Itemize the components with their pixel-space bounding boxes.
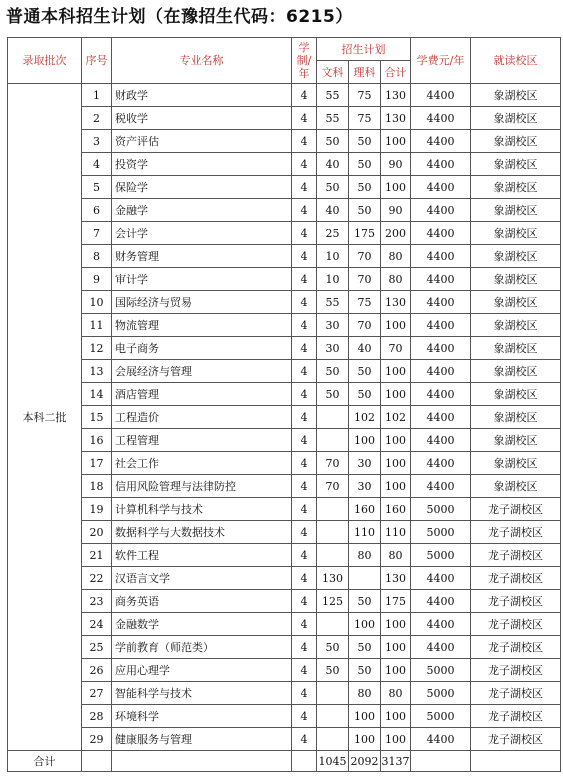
major-cell: 应用心理学 bbox=[112, 659, 292, 682]
science-cell: 50 bbox=[349, 383, 381, 406]
seq-cell: 17 bbox=[82, 452, 112, 475]
table-row bbox=[8, 222, 561, 245]
fee-cell: 4400 bbox=[411, 84, 471, 107]
total-cell: 130 bbox=[381, 567, 411, 590]
years-cell: 4 bbox=[292, 199, 317, 222]
table-row bbox=[8, 153, 561, 176]
fee-cell: 4400 bbox=[411, 130, 471, 153]
science-cell: 50 bbox=[349, 659, 381, 682]
campus-cell: 龙子湖校区 bbox=[471, 613, 561, 636]
years-cell: 4 bbox=[292, 291, 317, 314]
total-arts: 1045 bbox=[317, 751, 349, 772]
campus-cell: 龙子湖校区 bbox=[471, 498, 561, 521]
total-science: 2092 bbox=[349, 751, 381, 772]
years-cell: 4 bbox=[292, 659, 317, 682]
table-row bbox=[8, 291, 561, 314]
arts-cell: 40 bbox=[317, 153, 349, 176]
fee-cell: 4400 bbox=[411, 429, 471, 452]
seq-cell: 7 bbox=[82, 222, 112, 245]
arts-cell bbox=[317, 544, 349, 567]
arts-cell bbox=[317, 705, 349, 728]
arts-cell bbox=[317, 682, 349, 705]
seq-cell: 24 bbox=[82, 613, 112, 636]
total-cell: 110 bbox=[381, 521, 411, 544]
arts-cell: 50 bbox=[317, 130, 349, 153]
header-plan-total: 合计 bbox=[381, 61, 411, 84]
science-cell: 70 bbox=[349, 268, 381, 291]
major-cell: 国际经济与贸易 bbox=[112, 291, 292, 314]
table-row bbox=[8, 567, 561, 590]
total-cell: 80 bbox=[381, 245, 411, 268]
major-cell: 健康服务与管理 bbox=[112, 728, 292, 751]
total-cell: 130 bbox=[381, 84, 411, 107]
fee-cell: 4400 bbox=[411, 590, 471, 613]
total-cell: 100 bbox=[381, 636, 411, 659]
seq-cell: 6 bbox=[82, 199, 112, 222]
arts-cell: 10 bbox=[317, 245, 349, 268]
science-cell: 100 bbox=[349, 613, 381, 636]
arts-cell: 30 bbox=[317, 314, 349, 337]
fee-cell: 4400 bbox=[411, 636, 471, 659]
total-row bbox=[8, 751, 561, 772]
fee-cell: 5000 bbox=[411, 705, 471, 728]
fee-cell: 4400 bbox=[411, 475, 471, 498]
campus-cell: 象湖校区 bbox=[471, 268, 561, 291]
header-batch: 录取批次 bbox=[8, 38, 82, 84]
years-cell: 4 bbox=[292, 590, 317, 613]
seq-cell: 1 bbox=[82, 84, 112, 107]
campus-cell: 龙子湖校区 bbox=[471, 544, 561, 567]
science-cell: 75 bbox=[349, 291, 381, 314]
years-cell: 4 bbox=[292, 176, 317, 199]
total-sum: 3137 bbox=[381, 751, 411, 772]
total-cell: 70 bbox=[381, 337, 411, 360]
total-cell: 102 bbox=[381, 406, 411, 429]
major-cell: 汉语言文学 bbox=[112, 567, 292, 590]
major-cell: 社会工作 bbox=[112, 452, 292, 475]
table-row bbox=[8, 406, 561, 429]
science-cell: 50 bbox=[349, 176, 381, 199]
seq-cell: 18 bbox=[82, 475, 112, 498]
major-cell: 金融数学 bbox=[112, 613, 292, 636]
major-cell: 财务管理 bbox=[112, 245, 292, 268]
total-cell: 100 bbox=[381, 383, 411, 406]
science-cell: 80 bbox=[349, 682, 381, 705]
total-cell: 80 bbox=[381, 682, 411, 705]
arts-cell: 125 bbox=[317, 590, 349, 613]
table-row bbox=[8, 383, 561, 406]
fee-cell: 5000 bbox=[411, 498, 471, 521]
arts-cell: 25 bbox=[317, 222, 349, 245]
table-row bbox=[8, 314, 561, 337]
total-empty-years bbox=[292, 751, 317, 772]
arts-cell: 10 bbox=[317, 268, 349, 291]
years-cell: 4 bbox=[292, 636, 317, 659]
table-row bbox=[8, 498, 561, 521]
fee-cell: 4400 bbox=[411, 153, 471, 176]
science-cell: 100 bbox=[349, 429, 381, 452]
major-cell: 电子商务 bbox=[112, 337, 292, 360]
fee-cell: 4400 bbox=[411, 314, 471, 337]
major-cell: 酒店管理 bbox=[112, 383, 292, 406]
campus-cell: 象湖校区 bbox=[471, 84, 561, 107]
seq-cell: 9 bbox=[82, 268, 112, 291]
science-cell: 80 bbox=[349, 544, 381, 567]
fee-cell: 5000 bbox=[411, 659, 471, 682]
seq-cell: 26 bbox=[82, 659, 112, 682]
campus-cell: 象湖校区 bbox=[471, 291, 561, 314]
enrollment-plan-table bbox=[7, 37, 561, 772]
seq-cell: 20 bbox=[82, 521, 112, 544]
arts-cell: 30 bbox=[317, 337, 349, 360]
total-cell: 80 bbox=[381, 268, 411, 291]
total-label: 合计 bbox=[8, 751, 82, 772]
fee-cell: 4400 bbox=[411, 337, 471, 360]
total-cell: 100 bbox=[381, 429, 411, 452]
science-cell: 70 bbox=[349, 314, 381, 337]
campus-cell: 龙子湖校区 bbox=[471, 705, 561, 728]
total-cell: 90 bbox=[381, 199, 411, 222]
campus-cell: 龙子湖校区 bbox=[471, 728, 561, 751]
years-cell: 4 bbox=[292, 521, 317, 544]
science-cell: 70 bbox=[349, 245, 381, 268]
campus-cell: 象湖校区 bbox=[471, 107, 561, 130]
years-cell: 4 bbox=[292, 567, 317, 590]
major-cell: 投资学 bbox=[112, 153, 292, 176]
years-cell: 4 bbox=[292, 383, 317, 406]
campus-cell: 龙子湖校区 bbox=[471, 636, 561, 659]
science-cell: 100 bbox=[349, 728, 381, 751]
table-row bbox=[8, 245, 561, 268]
years-cell: 4 bbox=[292, 222, 317, 245]
arts-cell bbox=[317, 498, 349, 521]
header-plan: 招生计划 bbox=[317, 38, 411, 61]
science-cell: 110 bbox=[349, 521, 381, 544]
fee-cell: 4400 bbox=[411, 199, 471, 222]
major-cell: 金融学 bbox=[112, 199, 292, 222]
major-cell: 资产评估 bbox=[112, 130, 292, 153]
total-empty-campus bbox=[471, 751, 561, 772]
arts-cell: 55 bbox=[317, 84, 349, 107]
major-cell: 物流管理 bbox=[112, 314, 292, 337]
campus-cell: 象湖校区 bbox=[471, 360, 561, 383]
table-row bbox=[8, 544, 561, 567]
campus-cell: 象湖校区 bbox=[471, 429, 561, 452]
total-empty-seq bbox=[82, 751, 112, 772]
major-cell: 会展经济与管理 bbox=[112, 360, 292, 383]
table-body bbox=[8, 84, 561, 751]
seq-cell: 25 bbox=[82, 636, 112, 659]
seq-cell: 19 bbox=[82, 498, 112, 521]
years-cell: 4 bbox=[292, 130, 317, 153]
fee-cell: 4400 bbox=[411, 291, 471, 314]
header-plan-arts: 文科 bbox=[317, 61, 349, 84]
seq-cell: 15 bbox=[82, 406, 112, 429]
seq-cell: 10 bbox=[82, 291, 112, 314]
table-row bbox=[8, 659, 561, 682]
years-cell: 4 bbox=[292, 337, 317, 360]
seq-cell: 5 bbox=[82, 176, 112, 199]
arts-cell bbox=[317, 429, 349, 452]
total-cell: 130 bbox=[381, 291, 411, 314]
fee-cell: 5000 bbox=[411, 521, 471, 544]
fee-cell: 4400 bbox=[411, 728, 471, 751]
arts-cell bbox=[317, 521, 349, 544]
major-cell: 保险学 bbox=[112, 176, 292, 199]
total-cell: 100 bbox=[381, 130, 411, 153]
campus-cell: 象湖校区 bbox=[471, 153, 561, 176]
science-cell: 50 bbox=[349, 130, 381, 153]
table-row bbox=[8, 84, 561, 107]
campus-cell: 龙子湖校区 bbox=[471, 590, 561, 613]
fee-cell: 4400 bbox=[411, 452, 471, 475]
campus-cell: 象湖校区 bbox=[471, 383, 561, 406]
table-row bbox=[8, 590, 561, 613]
arts-cell: 55 bbox=[317, 107, 349, 130]
major-cell: 信用风险管理与法律防控 bbox=[112, 475, 292, 498]
science-cell: 100 bbox=[349, 705, 381, 728]
years-cell: 4 bbox=[292, 728, 317, 751]
campus-cell: 象湖校区 bbox=[471, 452, 561, 475]
arts-cell: 50 bbox=[317, 636, 349, 659]
years-cell: 4 bbox=[292, 613, 317, 636]
fee-cell: 4400 bbox=[411, 176, 471, 199]
seq-cell: 23 bbox=[82, 590, 112, 613]
science-cell: 40 bbox=[349, 337, 381, 360]
seq-cell: 11 bbox=[82, 314, 112, 337]
major-cell: 会计学 bbox=[112, 222, 292, 245]
table-row bbox=[8, 452, 561, 475]
campus-cell: 龙子湖校区 bbox=[471, 521, 561, 544]
table-row bbox=[8, 268, 561, 291]
campus-cell: 象湖校区 bbox=[471, 245, 561, 268]
campus-cell: 象湖校区 bbox=[471, 199, 561, 222]
total-cell: 100 bbox=[381, 176, 411, 199]
years-cell: 4 bbox=[292, 475, 317, 498]
table-row bbox=[8, 682, 561, 705]
total-cell: 100 bbox=[381, 314, 411, 337]
science-cell: 75 bbox=[349, 84, 381, 107]
total-cell: 90 bbox=[381, 153, 411, 176]
arts-cell: 130 bbox=[317, 567, 349, 590]
major-cell: 税收学 bbox=[112, 107, 292, 130]
header-fee: 学费元/年 bbox=[411, 38, 471, 84]
major-cell: 工程管理 bbox=[112, 429, 292, 452]
years-cell: 4 bbox=[292, 314, 317, 337]
science-cell: 75 bbox=[349, 107, 381, 130]
fee-cell: 4400 bbox=[411, 360, 471, 383]
table-row bbox=[8, 176, 561, 199]
seq-cell: 21 bbox=[82, 544, 112, 567]
header-years: 学制/年 bbox=[292, 38, 317, 84]
years-cell: 4 bbox=[292, 498, 317, 521]
campus-cell: 象湖校区 bbox=[471, 406, 561, 429]
total-cell: 100 bbox=[381, 475, 411, 498]
total-cell: 200 bbox=[381, 222, 411, 245]
seq-cell: 12 bbox=[82, 337, 112, 360]
header-plan-science: 理科 bbox=[349, 61, 381, 84]
seq-cell: 27 bbox=[82, 682, 112, 705]
years-cell: 4 bbox=[292, 705, 317, 728]
years-cell: 4 bbox=[292, 544, 317, 567]
total-empty-major bbox=[112, 751, 292, 772]
arts-cell bbox=[317, 406, 349, 429]
table-row bbox=[8, 337, 561, 360]
table-row bbox=[8, 360, 561, 383]
total-cell: 80 bbox=[381, 544, 411, 567]
table-row bbox=[8, 130, 561, 153]
fee-cell: 4400 bbox=[411, 245, 471, 268]
years-cell: 4 bbox=[292, 268, 317, 291]
major-cell: 商务英语 bbox=[112, 590, 292, 613]
total-cell: 175 bbox=[381, 590, 411, 613]
arts-cell: 50 bbox=[317, 360, 349, 383]
years-cell: 4 bbox=[292, 153, 317, 176]
campus-cell: 象湖校区 bbox=[471, 130, 561, 153]
total-empty-fee bbox=[411, 751, 471, 772]
header-seq: 序号 bbox=[82, 38, 112, 84]
page-title: 普通本科招生计划（在豫招生代码：6215） bbox=[6, 7, 353, 27]
header-campus: 就读校区 bbox=[471, 38, 561, 84]
seq-cell: 28 bbox=[82, 705, 112, 728]
arts-cell: 50 bbox=[317, 383, 349, 406]
science-cell: 160 bbox=[349, 498, 381, 521]
table-row bbox=[8, 521, 561, 544]
header-major: 专业名称 bbox=[112, 38, 292, 84]
total-cell: 100 bbox=[381, 728, 411, 751]
table-row bbox=[8, 705, 561, 728]
arts-cell: 70 bbox=[317, 475, 349, 498]
fee-cell: 4400 bbox=[411, 383, 471, 406]
years-cell: 4 bbox=[292, 107, 317, 130]
table-row bbox=[8, 429, 561, 452]
major-cell: 财政学 bbox=[112, 84, 292, 107]
major-cell: 工程造价 bbox=[112, 406, 292, 429]
major-cell: 智能科学与技术 bbox=[112, 682, 292, 705]
fee-cell: 4400 bbox=[411, 222, 471, 245]
fee-cell: 4400 bbox=[411, 268, 471, 291]
campus-cell: 龙子湖校区 bbox=[471, 567, 561, 590]
major-cell: 审计学 bbox=[112, 268, 292, 291]
campus-cell: 象湖校区 bbox=[471, 222, 561, 245]
total-cell: 100 bbox=[381, 659, 411, 682]
science-cell: 50 bbox=[349, 636, 381, 659]
years-cell: 4 bbox=[292, 682, 317, 705]
batch-cell: 本科二批 bbox=[8, 84, 82, 751]
science-cell bbox=[349, 567, 381, 590]
total-cell: 130 bbox=[381, 107, 411, 130]
seq-cell: 16 bbox=[82, 429, 112, 452]
seq-cell: 29 bbox=[82, 728, 112, 751]
seq-cell: 2 bbox=[82, 107, 112, 130]
arts-cell bbox=[317, 613, 349, 636]
years-cell: 4 bbox=[292, 429, 317, 452]
campus-cell: 象湖校区 bbox=[471, 176, 561, 199]
total-cell: 160 bbox=[381, 498, 411, 521]
major-cell: 计算机科学与技术 bbox=[112, 498, 292, 521]
major-cell: 环境科学 bbox=[112, 705, 292, 728]
science-cell: 30 bbox=[349, 475, 381, 498]
table-row bbox=[8, 107, 561, 130]
campus-cell: 象湖校区 bbox=[471, 314, 561, 337]
seq-cell: 14 bbox=[82, 383, 112, 406]
major-cell: 数据科学与大数据技术 bbox=[112, 521, 292, 544]
years-cell: 4 bbox=[292, 245, 317, 268]
table-row bbox=[8, 636, 561, 659]
science-cell: 50 bbox=[349, 590, 381, 613]
table-row bbox=[8, 199, 561, 222]
arts-cell bbox=[317, 728, 349, 751]
fee-cell: 4400 bbox=[411, 613, 471, 636]
seq-cell: 3 bbox=[82, 130, 112, 153]
arts-cell: 70 bbox=[317, 452, 349, 475]
science-cell: 50 bbox=[349, 153, 381, 176]
campus-cell: 象湖校区 bbox=[471, 337, 561, 360]
campus-cell: 龙子湖校区 bbox=[471, 682, 561, 705]
seq-cell: 22 bbox=[82, 567, 112, 590]
science-cell: 50 bbox=[349, 360, 381, 383]
campus-cell: 龙子湖校区 bbox=[471, 659, 561, 682]
science-cell: 50 bbox=[349, 199, 381, 222]
arts-cell: 50 bbox=[317, 176, 349, 199]
science-cell: 30 bbox=[349, 452, 381, 475]
table-row bbox=[8, 613, 561, 636]
arts-cell: 55 bbox=[317, 291, 349, 314]
major-cell: 学前教育（师范类） bbox=[112, 636, 292, 659]
fee-cell: 5000 bbox=[411, 682, 471, 705]
seq-cell: 8 bbox=[82, 245, 112, 268]
seq-cell: 4 bbox=[82, 153, 112, 176]
fee-cell: 4400 bbox=[411, 567, 471, 590]
table-row bbox=[8, 475, 561, 498]
science-cell: 175 bbox=[349, 222, 381, 245]
campus-cell: 象湖校区 bbox=[471, 475, 561, 498]
fee-cell: 4400 bbox=[411, 107, 471, 130]
table-row bbox=[8, 728, 561, 751]
seq-cell: 13 bbox=[82, 360, 112, 383]
total-cell: 100 bbox=[381, 613, 411, 636]
years-cell: 4 bbox=[292, 452, 317, 475]
arts-cell: 40 bbox=[317, 199, 349, 222]
arts-cell: 50 bbox=[317, 659, 349, 682]
years-cell: 4 bbox=[292, 406, 317, 429]
total-cell: 100 bbox=[381, 452, 411, 475]
total-cell: 100 bbox=[381, 360, 411, 383]
major-cell: 软件工程 bbox=[112, 544, 292, 567]
fee-cell: 4400 bbox=[411, 406, 471, 429]
years-cell: 4 bbox=[292, 360, 317, 383]
total-cell: 100 bbox=[381, 705, 411, 728]
science-cell: 102 bbox=[349, 406, 381, 429]
fee-cell: 5000 bbox=[411, 544, 471, 567]
years-cell: 4 bbox=[292, 84, 317, 107]
